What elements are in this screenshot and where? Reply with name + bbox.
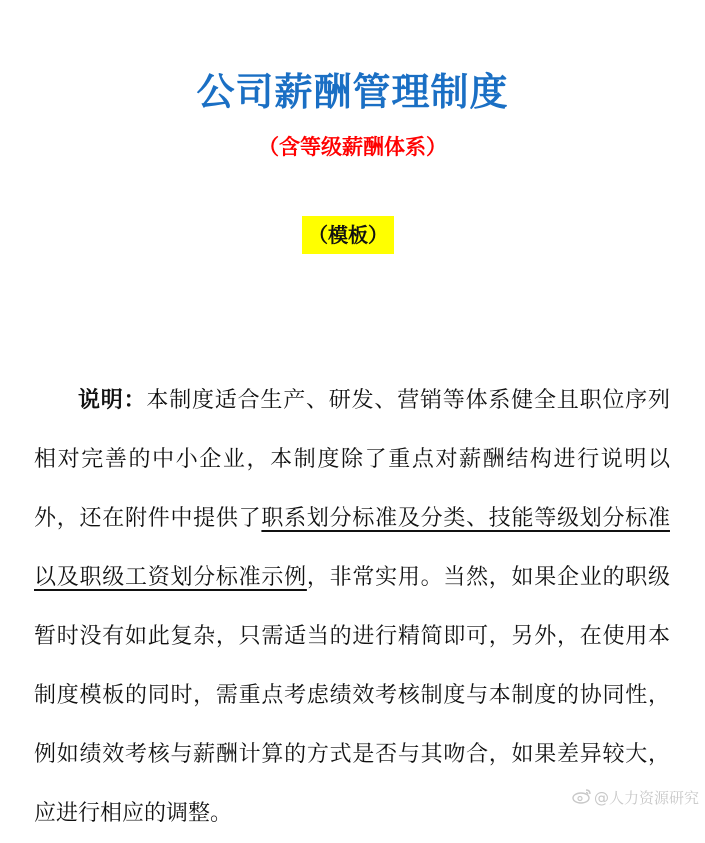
watermark-text: @人力资源研究 xyxy=(593,788,699,807)
intro-underlined-text: 职系划分标准及分类、技能等级划分标准以及职级工资划分标准示例 xyxy=(34,506,670,590)
document-subtitle: （含等级薪酬体系） xyxy=(258,135,447,159)
intro-paragraph xyxy=(34,371,670,843)
weibo-logo-icon xyxy=(572,788,592,808)
intro-text-before: 本制度适合生产、研发、营销等体系健全且职位序列相对完善的中小企业，本制度除了重点对薪酬结构进行说明以外，还在附件中提供了 xyxy=(34,388,670,531)
intro-text-after: ，非常实用。当然，如果企业的职级暂时没有如此复杂，只需适当的进行精简即可，另外，在使用本制度模板的同时，需重点考虑绩效考核制度与本制度的协同性，例如绩效考核与薪酬计算的方式是否与其吻合，如果差异较大，应进行相应的调整。 xyxy=(34,565,670,826)
document-title: 公司薪酬管理制度 xyxy=(196,70,509,114)
template-tag: （模板） xyxy=(302,216,394,254)
watermark xyxy=(572,787,699,809)
intro-label: 说明： xyxy=(78,388,147,413)
